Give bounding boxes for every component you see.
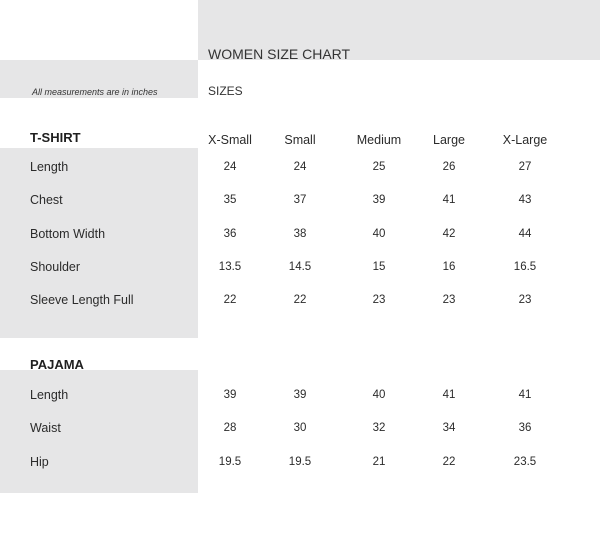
tshirt-cell: 44 <box>518 228 532 240</box>
column-header: Medium <box>356 133 402 147</box>
sizes-label: SIZES <box>208 84 243 98</box>
pajama-cell: 21 <box>372 456 386 468</box>
tshirt-cell: 16.5 <box>513 261 537 273</box>
tshirt-cell: 37 <box>293 194 307 206</box>
tshirt-cell: 27 <box>518 161 532 173</box>
tshirt-cell: 35 <box>223 194 237 206</box>
tshirt-cell: 39 <box>372 194 386 206</box>
pajama-row-label: Length <box>30 388 69 402</box>
column-header: Small <box>284 133 316 147</box>
tshirt-row-label: Chest <box>30 193 63 207</box>
pajama-cell: 34 <box>442 422 456 434</box>
pajama-row-label: Hip <box>30 455 49 469</box>
tshirt-cell: 13.5 <box>218 261 242 273</box>
chart-title: WOMEN SIZE CHART <box>208 46 351 62</box>
pajama-cell: 39 <box>223 389 237 401</box>
pajama-heading: PAJAMA <box>30 357 84 372</box>
pajama-cell: 19.5 <box>288 456 312 468</box>
pajama-cell: 39 <box>293 389 307 401</box>
measurement-note: All measurements are in inches <box>32 87 158 97</box>
tshirt-cell: 24 <box>293 161 307 173</box>
pajama-cell: 40 <box>372 389 386 401</box>
tshirt-cell: 23 <box>442 294 456 306</box>
tshirt-cell: 22 <box>223 294 237 306</box>
pajama-row-label: Waist <box>30 421 61 435</box>
tshirt-cell: 22 <box>293 294 307 306</box>
tshirt-cell: 26 <box>442 161 456 173</box>
pajama-cell: 28 <box>223 422 237 434</box>
tshirt-cell: 15 <box>372 261 386 273</box>
column-header: X-Small <box>208 133 252 147</box>
tshirt-cell: 40 <box>372 228 386 240</box>
tshirt-cell: 24 <box>223 161 237 173</box>
tshirt-cell: 14.5 <box>288 261 312 273</box>
pajama-cell: 36 <box>518 422 532 434</box>
column-header: X-Large <box>502 133 548 147</box>
pajama-cell: 30 <box>293 422 307 434</box>
pajama-cell: 32 <box>372 422 386 434</box>
tshirt-heading: T-SHIRT <box>30 130 81 145</box>
pajama-cell: 22 <box>442 456 456 468</box>
tshirt-cell: 43 <box>518 194 532 206</box>
tshirt-row-label: Sleeve Length Full <box>30 293 134 307</box>
tshirt-cell: 41 <box>442 194 456 206</box>
tshirt-cell: 36 <box>223 228 237 240</box>
tshirt-row-label: Length <box>30 160 69 174</box>
tshirt-cell: 23 <box>518 294 532 306</box>
tshirt-cell: 25 <box>372 161 386 173</box>
pajama-cell: 41 <box>442 389 456 401</box>
tshirt-cell: 16 <box>442 261 456 273</box>
pajama-cell: 19.5 <box>218 456 242 468</box>
pajama-cell: 41 <box>518 389 532 401</box>
tshirt-label-band <box>0 148 198 338</box>
tshirt-row-label: Shoulder <box>30 260 81 274</box>
tshirt-cell: 42 <box>442 228 456 240</box>
tshirt-cell: 23 <box>372 294 386 306</box>
column-header: Large <box>433 133 465 147</box>
tshirt-cell: 38 <box>293 228 307 240</box>
pajama-cell: 23.5 <box>513 456 537 468</box>
tshirt-row-label: Bottom Width <box>30 227 106 241</box>
